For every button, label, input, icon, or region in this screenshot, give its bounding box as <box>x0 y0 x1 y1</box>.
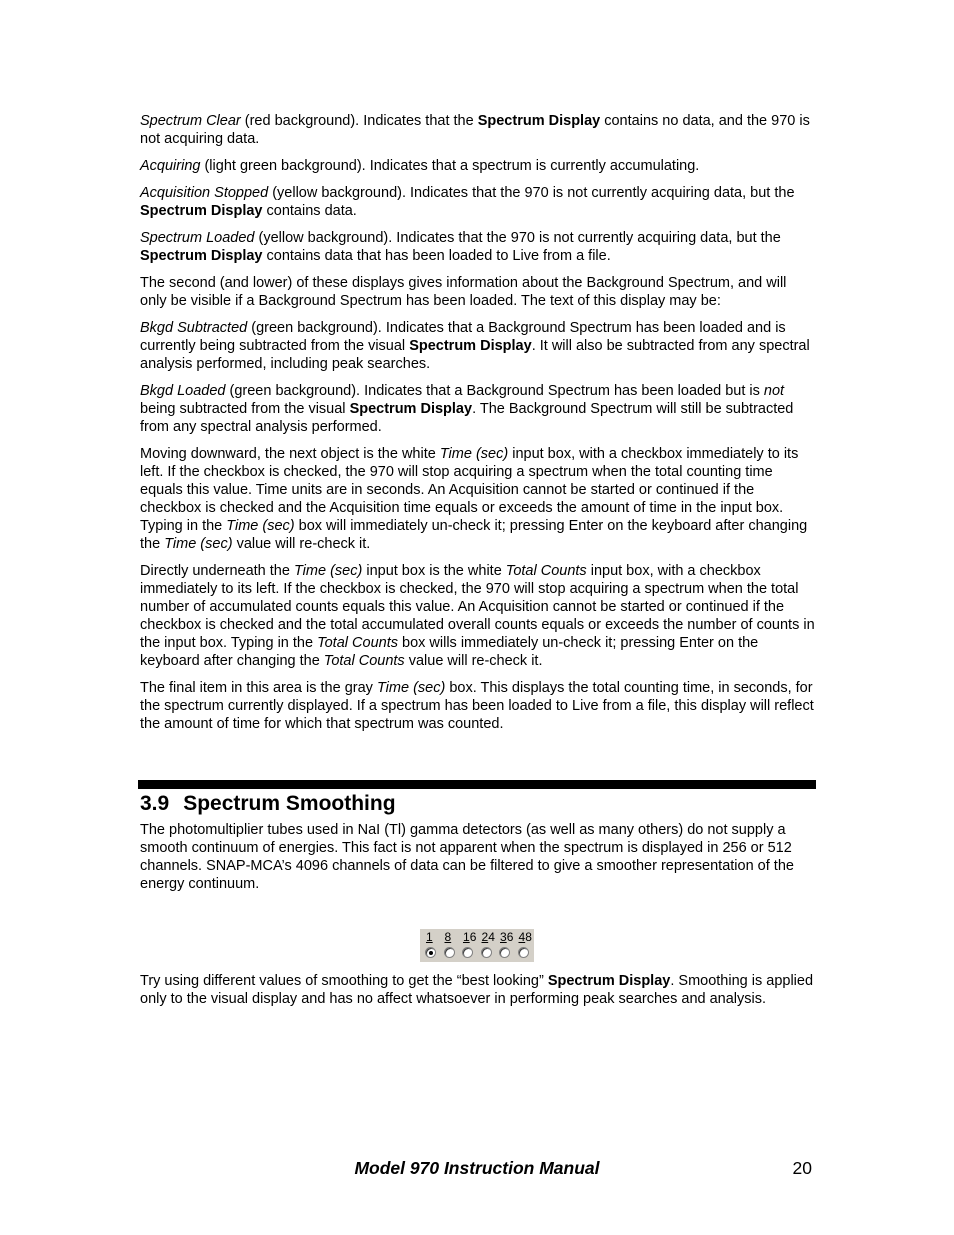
italic-term: Time (sec) <box>293 563 363 579</box>
paragraph <box>140 562 816 670</box>
italic-term: Acquiring <box>140 158 201 174</box>
text-run: box wills immediately un-check it; pressing Enter on the keyboard after changing the <box>140 635 759 669</box>
bold-term: Spectrum Display <box>547 973 671 989</box>
paragraph <box>140 112 816 148</box>
italic-term: Bkgd Subtracted <box>140 320 248 336</box>
radio-button[interactable] <box>499 947 510 958</box>
italic-term: Time (sec) <box>439 446 509 462</box>
italic-term: Acquisition Stopped <box>140 185 269 201</box>
text-run: (light green background). Indicates that a spectrum is currently accumulating. <box>200 158 700 174</box>
text-run: . Smoothing is applied only to the visual display and has no affect whatsoever in performing peak searches and analysis. <box>140 973 814 1007</box>
page-number: 20 <box>792 1158 812 1178</box>
smoothing-option-48[interactable] <box>516 929 535 962</box>
bold-term: Spectrum Display <box>140 248 263 264</box>
text-run: . The Background Spectrum will still be subtracted from any spectral analysis performed. <box>140 401 794 435</box>
smoothing-option-24[interactable] <box>479 929 498 962</box>
radio-button[interactable] <box>425 947 436 958</box>
italic-term: Time (sec) <box>226 518 295 534</box>
bold-term: Spectrum Display <box>349 401 473 417</box>
smoothing-option-36[interactable] <box>497 929 516 962</box>
paragraph <box>140 157 816 175</box>
paragraph <box>140 229 816 265</box>
text-run: contains data that has been loaded to Live from a file. <box>262 248 611 264</box>
text-run: input box, with a checkbox immediately to its left. If the checkbox is checked, the 970 will stop acquiring a spectrum when the total counting time equals this value. Time units are in seconds. An Acquisition cannot be started or continued if the checkbox is checked and the Acquisition time equals or exceeds the amount of time in the input box. Typing in the <box>140 446 799 534</box>
radio-button[interactable] <box>462 947 473 958</box>
section-heading <box>140 792 396 816</box>
italic-term: Time (sec) <box>164 536 233 552</box>
text-run: (red background). Indicates that the <box>240 113 478 129</box>
paragraph <box>140 679 816 733</box>
smoothing-option-1[interactable] <box>423 929 442 962</box>
section-divider-rule <box>138 780 816 789</box>
bold-term: Spectrum Display <box>477 113 601 129</box>
text-run: value will re-check it. <box>232 536 371 552</box>
radio-button[interactable] <box>481 947 492 958</box>
footer-manual-title: Model 970 Instruction Manual <box>354 1158 600 1178</box>
text-run: The photomultiplier tubes used in NaI (Tl) gamma detectors (as well as many others) do not supply a smooth continuum of energies. This fact is not apparent when the spectrum is displayed in 256 or 512 channels. SNAP-MCA’s 4096 channels of data can be filtered to give a smoother representation of the energy continuum. <box>140 822 794 892</box>
text-run: input box is the white <box>362 563 506 579</box>
text-run: (yellow background). Indicates that the 970 is not currently acquiring data, but the <box>254 230 781 246</box>
text-run: box. This displays the total counting time, in seconds, for the spectrum currently displayed. If a spectrum has been loaded to Live from a file, this display will reflect the amount of time for which that spectrum was counted. <box>140 680 814 732</box>
smoothing-option-label: 8 <box>444 930 452 944</box>
paragraph <box>140 319 816 373</box>
text-run: The second (and lower) of these displays gives information about the Background Spectrum, and will only be visible if a Background Spectrum has been loaded. The text of this display may be: <box>140 275 787 309</box>
text-run: value will re-check it. <box>404 653 543 669</box>
text-run: (green background). Indicates that a Background Spectrum has been loaded and is currently being subtracted from the visual <box>140 320 786 354</box>
italic-term: Total Counts <box>317 635 398 651</box>
smoothing-outro-block <box>140 972 816 1017</box>
paragraph <box>140 972 816 1008</box>
paragraph <box>140 382 816 436</box>
bold-term: Spectrum Display <box>140 203 263 219</box>
paragraph <box>140 445 816 553</box>
bold-term: Spectrum Display <box>409 338 532 354</box>
italic-term: not <box>763 383 785 399</box>
text-run: (green background). Indicates that a Background Spectrum has been loaded but is <box>225 383 764 399</box>
text-run: Try using different values of smoothing to get the “best looking” <box>140 973 548 989</box>
text-run: box will immediately un-check it; pressing Enter on the keyboard after changing the <box>140 518 808 552</box>
radio-button[interactable] <box>518 947 529 958</box>
paragraph <box>140 184 816 220</box>
smoothing-option-label: 24 <box>481 930 495 944</box>
paragraph <box>140 274 816 310</box>
paragraph <box>140 821 816 893</box>
smoothing-option-label: 16 <box>463 930 477 944</box>
text-run: . It will also be subtracted from any spectral analysis performed, including peak searches. <box>140 338 810 372</box>
text-run: contains data. <box>262 203 357 219</box>
smoothing-option-label: 1 <box>426 930 433 944</box>
text-run: input box, with a checkbox immediately to its left. If the checkbox is checked, the 970 will stop acquiring a spectrum when the total number of accumulated counts equals this value. An Acquisition cannot be started or continued if the checkbox is checked and the total accumulated overall counts equals or exceeds the number of counts in the input box. Typing in the <box>140 563 815 651</box>
text-run: being subtracted from the visual <box>140 401 350 417</box>
italic-term: Spectrum Loaded <box>140 230 255 246</box>
smoothing-option-label: 48 <box>518 930 532 944</box>
text-run: contains no data, and the 970 is not acquiring data. <box>140 113 810 147</box>
smoothing-option-16[interactable] <box>460 929 479 962</box>
italic-term: Bkgd Loaded <box>140 383 226 399</box>
smoothing-option-label: 36 <box>500 930 514 944</box>
text-run: Directly underneath the <box>140 563 294 579</box>
section-title: Spectrum Smoothing <box>183 792 396 815</box>
smoothing-radio-group <box>420 929 534 962</box>
italic-term: Total Counts <box>323 653 405 669</box>
text-run: Moving downward, the next object is the white <box>140 446 440 462</box>
text-run: (yellow background). Indicates that the 970 is not currently acquiring data, but the <box>268 185 795 201</box>
smoothing-option-8[interactable] <box>442 929 461 962</box>
italic-term: Total Counts <box>505 563 587 579</box>
italic-term: Spectrum Clear <box>140 113 241 129</box>
italic-term: Time (sec) <box>376 680 446 696</box>
radio-button[interactable] <box>444 947 455 958</box>
smoothing-intro-block <box>140 821 816 902</box>
section-number: 3.9 <box>140 792 170 815</box>
text-run: The final item in this area is the gray <box>140 680 377 696</box>
status-display-descriptions <box>140 112 816 742</box>
